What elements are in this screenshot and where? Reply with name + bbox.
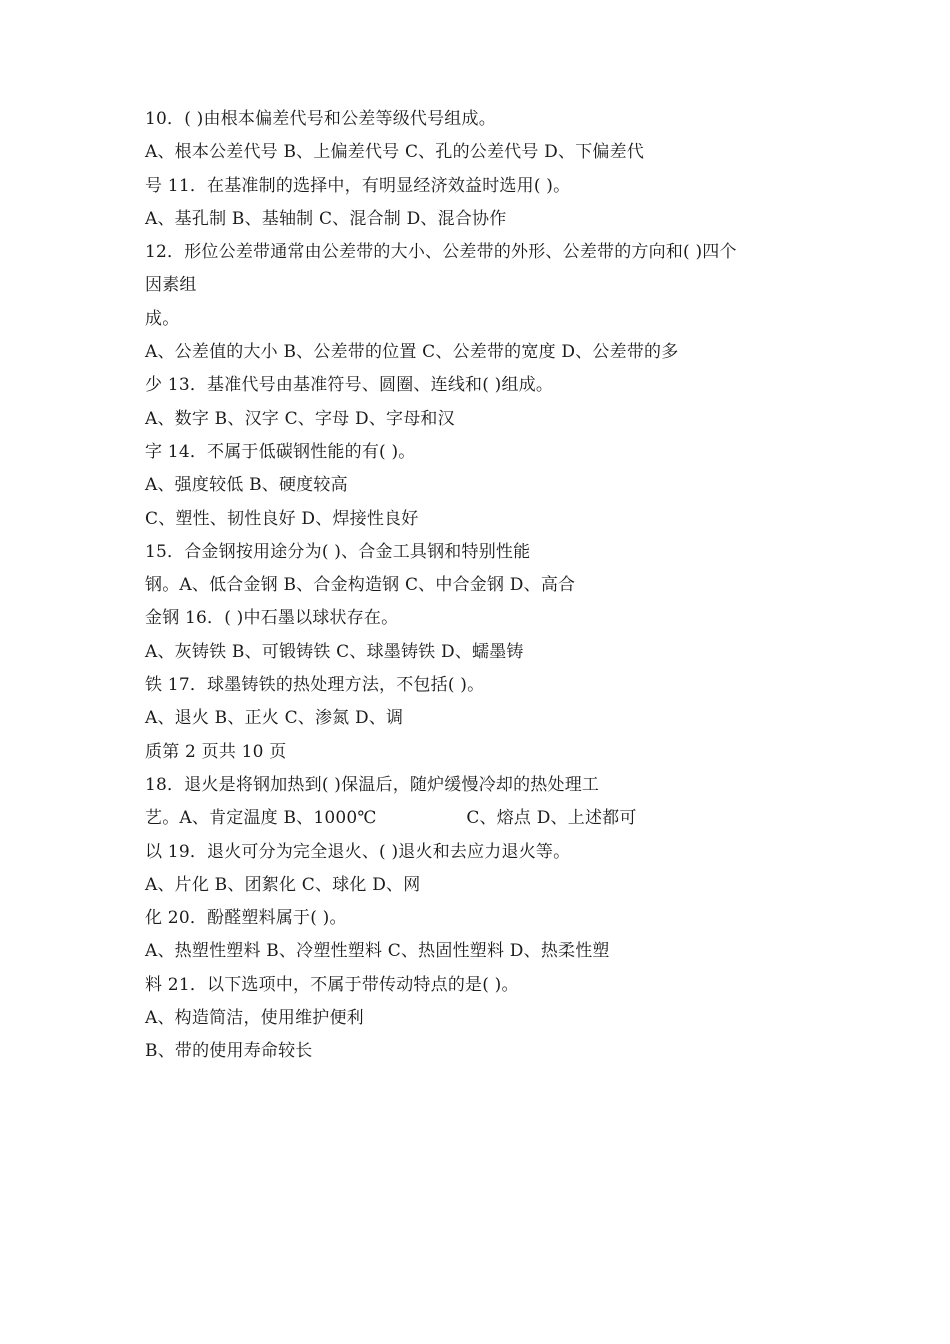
text-line: A、灰铸铁 B、可锻铸铁 C、球墨铸铁 D、蠕墨铸: [145, 641, 524, 662]
text-line: A、强度较低 B、硬度较高: [145, 475, 348, 496]
text-line: A、数字 B、汉字 C、字母 D、字母和汉: [145, 408, 455, 429]
text-line: 艺。A、肯定温度 B、1000℃ C、熔点 D、上述都可: [145, 808, 637, 829]
document-body: [145, 103, 825, 1069]
text-line: A、基孔制 B、基轴制 C、混合制 D、混合协作: [145, 208, 507, 229]
text-line: B、带的使用寿命较长: [145, 1041, 313, 1062]
text-line: 18．退火是将钢加热到( )保温后，随炉缓慢冷却的热处理工: [145, 774, 600, 795]
text-line: 成。: [145, 308, 180, 329]
text-line: 12．形位公差带通常由公差带的大小、公差带的外形、公差带的方向和( )四个: [145, 242, 737, 263]
text-line: 化 20．酚醛塑料属于( )。: [145, 908, 347, 929]
text-line: 15．合金钢按用途分为( )、合金工具钢和特别性能: [145, 541, 531, 562]
text-line: A、片化 B、团絮化 C、球化 D、网: [145, 874, 421, 895]
text-line: 以 19．退火可分为完全退火、( )退火和去应力退火等。: [145, 841, 571, 862]
text-line: A、退火 B、正火 C、渗氮 D、调: [145, 708, 404, 729]
text-line: 因素组: [145, 275, 197, 296]
text-line: 铁 17．球墨铸铁的热处理方法，不包括( )。: [145, 675, 485, 696]
text-line: 钢。A、低合金钢 B、合金构造钢 C、中合金钢 D、高合: [145, 575, 576, 596]
text-line: 少 13．基准代号由基准符号、圆圈、连线和( )组成。: [145, 375, 554, 396]
text-line: 料 21．以下选项中，不属于带传动特点的是( )。: [145, 974, 519, 995]
text-line: 号 11．在基准制的选择中，有明显经济效益时选用( )。: [145, 175, 571, 196]
text-line: A、构造简洁，使用维护便利: [145, 1008, 364, 1029]
text-line: C、塑性、韧性良好 D、焊接性良好: [145, 508, 419, 529]
text-line: A、公差值的大小 B、公差带的位置 C、公差带的宽度 D、公差带的多: [145, 342, 679, 363]
text-line: 金钢 16．( )中石墨以球状存在。: [145, 608, 399, 629]
page-number-line: 质第 2 页共 10 页: [145, 741, 287, 762]
text-line: A、热塑性塑料 B、冷塑性塑料 C、热固性塑料 D、热柔性塑: [145, 941, 610, 962]
text-line: A、根本公差代号 B、上偏差代号 C、孔的公差代号 D、下偏差代: [145, 142, 645, 163]
text-line: 10．( )由根本偏差代号和公差等级代号组成。: [145, 109, 496, 129]
text-line: 字 14．不属于低碳钢性能的有( )。: [145, 441, 416, 462]
